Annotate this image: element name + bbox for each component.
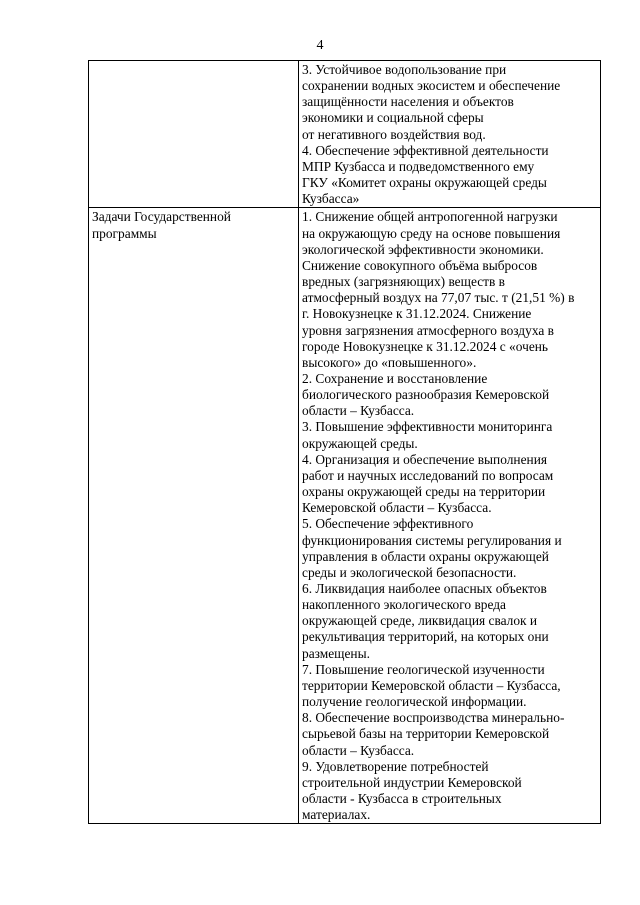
- text-line: накопленного экологического вреда: [302, 597, 506, 613]
- row-label-cell: [89, 208, 299, 824]
- text-line: области – Кузбасса.: [302, 742, 415, 758]
- text-line: атмосферный воздух на 77,07 тыс. т (21,51 %) в: [302, 290, 575, 306]
- text-line: 9. Удовлетворение потребностей: [302, 758, 489, 774]
- text-line: области - Кузбасса в строительных: [302, 791, 502, 807]
- text-line: области – Кузбасса.: [302, 403, 415, 419]
- text-line: рекультивация территорий, на которых они: [302, 629, 549, 645]
- text-line: уровня загрязнения атмосферного воздуха в: [302, 322, 554, 338]
- row-content-cell: [299, 61, 601, 208]
- text-line: сохранении водных экосистем и обеспечение: [302, 78, 561, 94]
- text-line: материалах.: [302, 807, 371, 823]
- text-line: Кемеровской области – Кузбасса.: [302, 500, 492, 516]
- text-line: 7. Повышение геологической изученности: [302, 661, 545, 677]
- text-line: 6. Ликвидация наиболее опасных объектов: [302, 581, 547, 596]
- text-line: строительной индустрии Кемеровской: [302, 774, 522, 790]
- text-line: высокого» до «повышенного».: [302, 354, 477, 370]
- text-line: 8. Обеспечение воспроизводства минерально-: [302, 710, 565, 726]
- text-line: от негативного воздействия вод.: [302, 126, 486, 142]
- text-line: охраны окружающей среды на территории: [302, 484, 546, 500]
- text-line: сырьевой базы на территории Кемеровской: [302, 726, 550, 742]
- table-row: [89, 61, 601, 208]
- text-line: 5. Обеспечение эффективного: [302, 516, 474, 532]
- text-line: на окружающую среду на основе повышения: [302, 225, 561, 241]
- text-line: биологического разнообразия Кемеровской: [302, 387, 550, 403]
- row-content-cell: [299, 208, 601, 824]
- row-label-cell: [89, 61, 299, 208]
- text-line: размещены.: [302, 645, 370, 661]
- text-line: среды и экологической безопасности.: [302, 564, 517, 580]
- text-line: территории Кемеровской области – Кузбасса,: [302, 677, 561, 693]
- text-line: 2. Сохранение и восстановление: [302, 370, 488, 386]
- text-line: городе Новокузнецке к 31.12.2024 с «очень: [302, 338, 549, 354]
- text-line: окружающей среде, ликвидация свалок и: [302, 613, 538, 629]
- text-line: работ и научных исследований по вопросам: [302, 467, 554, 483]
- text-line: 4. Обеспечение эффективной деятельности: [302, 142, 549, 158]
- page-number: 4: [316, 38, 324, 53]
- text-line: Задачи Государственной: [92, 209, 231, 225]
- text-line: функционирования системы регулирования и: [302, 532, 562, 548]
- text-line: программы: [92, 225, 157, 241]
- text-line: экономики и социальной сферы: [302, 110, 484, 126]
- text-line: получение геологической информации.: [302, 694, 527, 710]
- text-line: окружающей среды.: [302, 435, 418, 451]
- text-line: Кузбасса»: [302, 191, 360, 207]
- table-row: [89, 208, 601, 824]
- text-line: 4. Организация и обеспечение выполнения: [302, 451, 548, 467]
- text-line: Снижение совокупного объёма выбросов: [302, 257, 538, 273]
- text-line: управления в области охраны окружающей: [302, 548, 549, 564]
- text-line: ГКУ «Комитет охраны окружающей среды: [302, 175, 547, 191]
- text-line: защищённости населения и объектов: [302, 94, 514, 110]
- text-line: экологической эффективности экономики.: [302, 241, 544, 257]
- program-passport-table: [88, 60, 601, 824]
- text-line: г. Новокузнецке к 31.12.2024. Снижение: [302, 306, 532, 322]
- text-line: вредных (загрязняющих) веществ в: [302, 274, 506, 290]
- text-line: МПР Кузбасса и подведомственного ему: [302, 158, 535, 174]
- text-line: 1. Снижение общей антропогенной нагрузки: [302, 209, 558, 225]
- text-line: 3. Повышение эффективности мониторинга: [302, 419, 553, 435]
- text-line: 3. Устойчивое водопользование при: [302, 62, 507, 77]
